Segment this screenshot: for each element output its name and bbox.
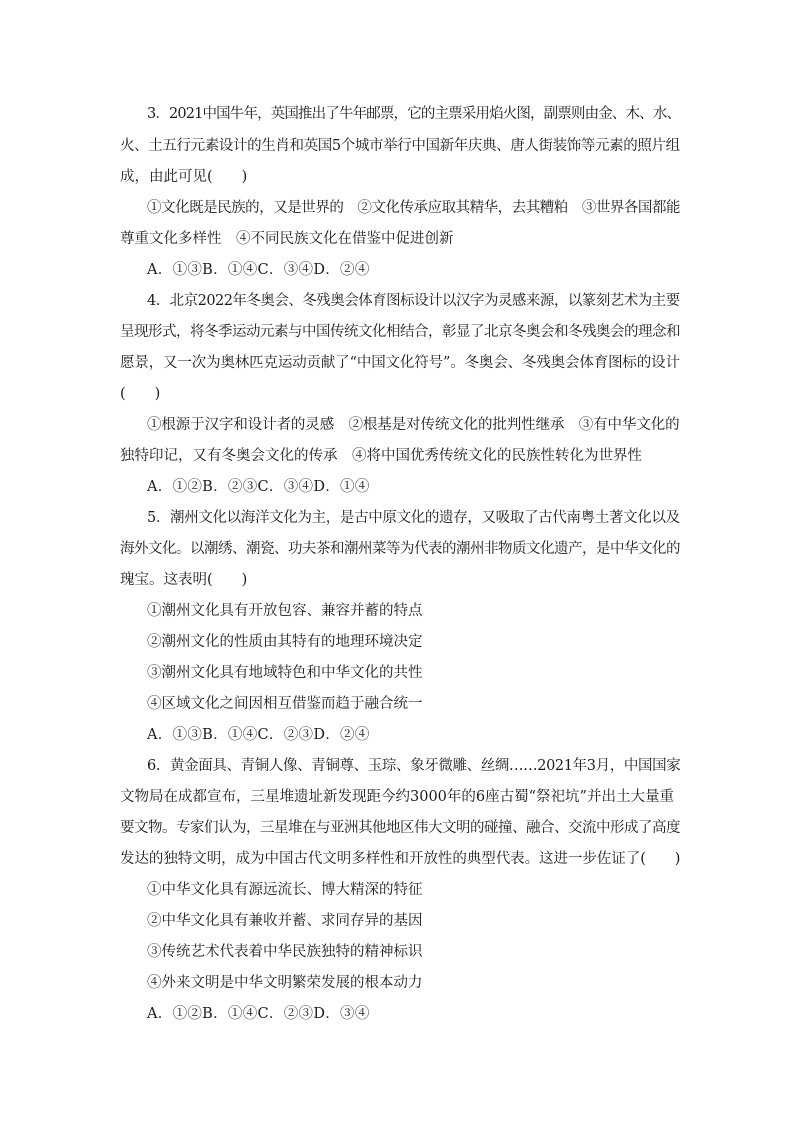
q5-stem-line-3: 瑰宝。这表明( )	[120, 572, 248, 588]
q4-stem-line-2: 呈现形式，将冬季运动元素与中国传统文化相结合，彰显了北京冬奥会和冬残奥会的理念和	[120, 324, 680, 340]
q5-options: A．①③B．①④C．②③D．②④	[147, 727, 370, 743]
q6-stem-line-2: 文物局在成都宣布，三星堆遗址新发现距今约3000年的6座古蜀“祭祀坑”并出土大量重	[120, 789, 674, 805]
q3-stem-line-1: 3．2021中国牛年，英国推出了牛年邮票，它的主票采用焰火图，副票则由金、木、水、	[147, 106, 681, 122]
q6-statement-2: ②中华文化具有兼收并蓄、求同存异的基因	[147, 913, 423, 929]
q5-statement-2: ②潮州文化的性质由其特有的地理环境决定	[147, 634, 423, 650]
q6-options: A．①②B．①④C．②③D．③④	[147, 1006, 370, 1022]
q4-statement-line-1: ①根源于汉字和设计者的灵感 ②根基是对传统文化的批判性继承 ③有中华文化的	[147, 417, 680, 433]
q5-statement-4: ④区域文化之间因相互借鉴而趋于融合统一	[147, 696, 423, 712]
q6-statement-1: ①中华文化具有源远流长、博大精深的特征	[147, 882, 423, 898]
q5-statement-1: ①潮州文化具有开放包容、兼容并蓄的特点	[147, 603, 423, 619]
q3-stem-line-2: 火、土五行元素设计的生肖和英国5个城市举行中国新年庆典、唐人街装饰等元素的照片组	[120, 138, 680, 154]
q3-statement-line-2: 尊重文化多样性 ④不同民族文化在借鉴中促进创新	[120, 231, 454, 247]
q6-stem-line-3: 要文物。专家们认为，三星堆在与亚洲其他地区伟大文明的碰撞、融合、交流中形成了高度	[120, 820, 680, 836]
q4-stem-line-3: 愿景，又一次为奥林匹克运动贡献了“中国文化符号”。冬奥会、冬残奥会体育图标的设计	[120, 355, 680, 371]
q6-stem-line-1: 6．黄金面具、青铜人像、青铜尊、玉琮、象牙微雕、丝绸……2021年3月，中国国家	[147, 758, 681, 774]
q5-stem-line-1: 5．潮州文化以海洋文化为主，是古中原文化的遗存，又吸取了古代南粤土著文化以及	[147, 510, 680, 526]
q5-stem-line-2: 海外文化。以潮绣、潮瓷、功夫茶和潮州菜等为代表的潮州非物质文化遗产，是中华文化的	[120, 541, 680, 557]
q6-statement-3: ③传统艺术代表着中华民族独特的精神标识	[147, 944, 423, 960]
q4-statement-line-2: 独特印记，又有冬奥会文化的传承 ④将中国优秀传统文化的民族性转化为世界性	[120, 448, 642, 464]
q4-stem-line-1: 4．北京2022年冬奥会、冬残奥会体育图标设计以汉字为灵感来源，以篆刻艺术为主要	[147, 293, 680, 309]
q6-statement-4: ④外来文明是中华文明繁荣发展的根本动力	[147, 975, 423, 991]
q4-stem-line-4: ( )	[120, 386, 161, 402]
q3-stem-line-3: 成，由此可见( )	[120, 169, 248, 185]
q3-statement-line-1: ①文化既是民族的，又是世界的 ②文化传承应取其精华，去其糟粕 ③世界各国都能	[147, 200, 680, 216]
q3-options: A．①③B．①④C．③④D．②④	[147, 262, 370, 278]
q6-stem-line-4: 发达的独特文明，成为中国古代文明多样性和开放性的典型代表。这进一步佐证了( )	[120, 851, 681, 867]
q4-options: A．①②B．②③C．③④D．①④	[147, 479, 370, 495]
q5-statement-3: ③潮州文化具有地域特色和中华文化的共性	[147, 665, 423, 681]
